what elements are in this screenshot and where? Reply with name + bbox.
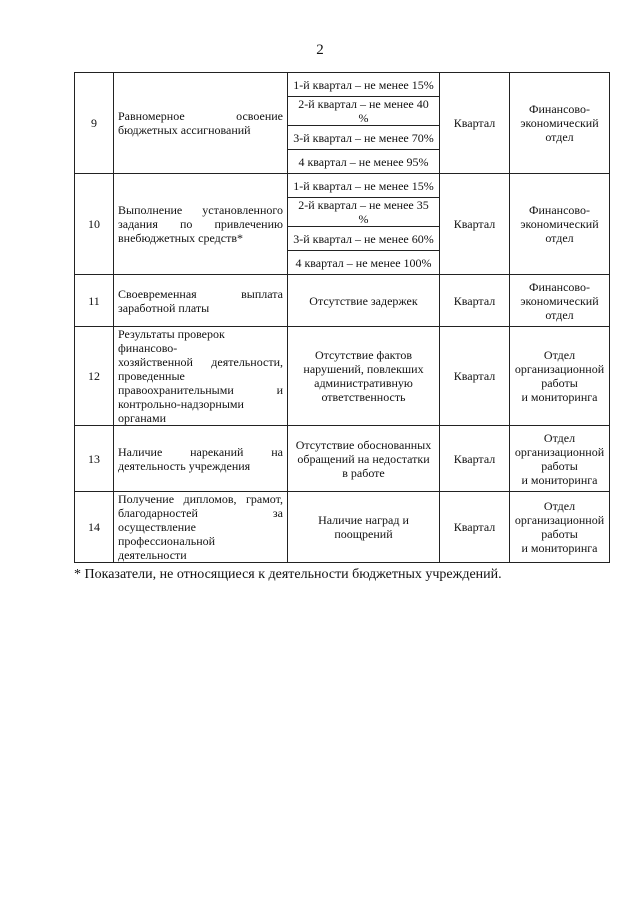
criterion-cell: 4 квартал – не менее 95% bbox=[288, 150, 440, 174]
indicator-name bbox=[114, 73, 288, 174]
responsible-department bbox=[510, 327, 610, 426]
department-line: и мониторинга bbox=[521, 390, 598, 404]
department-line: отдел bbox=[545, 307, 574, 322]
criterion-line: поощрений bbox=[334, 527, 393, 541]
criterion-line: Отсутствие фактов bbox=[314, 348, 413, 362]
indicators-table bbox=[74, 72, 610, 563]
table-row bbox=[75, 275, 610, 327]
period-cell: Квартал bbox=[440, 492, 510, 563]
indicator-name bbox=[114, 327, 288, 426]
responsible-department bbox=[510, 275, 610, 327]
criterion-line: административную bbox=[314, 376, 413, 390]
row-number: 14 bbox=[75, 492, 114, 563]
criterion-cell bbox=[288, 275, 440, 327]
indicator-name-line: правоохранительными и bbox=[118, 383, 283, 397]
table-row bbox=[75, 73, 610, 97]
row-number: 13 bbox=[75, 426, 114, 492]
criterion-line: обращений на недостатки bbox=[297, 451, 430, 466]
criterion-cell bbox=[288, 492, 440, 563]
department-line: Отдел bbox=[543, 430, 576, 445]
department-line: Отдел bbox=[543, 499, 576, 513]
department-line: экономический bbox=[520, 293, 599, 308]
indicator-name-line: Результаты проверок финансово- bbox=[118, 327, 225, 355]
department-line: Финансово- bbox=[529, 102, 590, 116]
footnote: * Показатели, не относящиеся к деятельности бюджетных учреждений. bbox=[74, 567, 502, 582]
department-line: работы bbox=[541, 527, 578, 541]
criterion-line: Отсутствие задержек bbox=[309, 293, 418, 308]
indicator-name-line: проведенные bbox=[118, 369, 185, 383]
indicator-name-line: благодарностей за bbox=[118, 506, 283, 520]
criterion-cell: 1-й квартал – не менее 15% bbox=[288, 174, 440, 198]
period-cell: Квартал bbox=[440, 73, 510, 174]
indicator-name-line: Своевременная выплата bbox=[118, 286, 283, 301]
criterion-cell: 1-й квартал – не менее 15% bbox=[288, 73, 440, 97]
row-number: 9 bbox=[75, 73, 114, 174]
table-row bbox=[75, 327, 610, 426]
responsible-department bbox=[510, 426, 610, 492]
indicator-name-line: органами bbox=[118, 411, 167, 425]
row-number: 11 bbox=[75, 275, 114, 327]
indicator-name-line: осуществление bbox=[118, 520, 196, 534]
table-row bbox=[75, 426, 610, 492]
department-line: отдел bbox=[545, 130, 574, 144]
department-line: Финансово- bbox=[529, 279, 590, 294]
period-cell: Квартал bbox=[440, 275, 510, 327]
criterion-line: Отсутствие обоснованных bbox=[295, 437, 432, 452]
table-row bbox=[75, 492, 610, 563]
indicator-name-line: заработной платы bbox=[118, 300, 210, 315]
department-line: Финансово- bbox=[529, 203, 590, 217]
table-row bbox=[75, 174, 610, 198]
page-number: 2 bbox=[316, 42, 324, 58]
criterion-cell: 2-й квартал – не менее 40 % bbox=[288, 97, 440, 126]
indicator-name bbox=[114, 174, 288, 275]
responsible-department bbox=[510, 73, 610, 174]
department-line: организационной bbox=[514, 362, 605, 376]
criterion-cell: 4 квартал – не менее 100% bbox=[288, 251, 440, 275]
department-line: работы bbox=[541, 458, 578, 473]
indicator-name-line: Выполнение установленного bbox=[118, 203, 283, 217]
indicator-name-line: Наличие нареканий на bbox=[118, 444, 283, 459]
criterion-line: в работе bbox=[342, 465, 385, 480]
period-cell: Квартал bbox=[440, 327, 510, 426]
criterion-cell bbox=[288, 426, 440, 492]
indicator-name-line: Равномерное освоение bbox=[118, 109, 283, 123]
criterion-cell: 3-й квартал – не менее 60% bbox=[288, 227, 440, 251]
indicator-name bbox=[114, 492, 288, 563]
department-line: Отдел bbox=[543, 348, 576, 362]
department-line: и мониторинга bbox=[521, 541, 598, 555]
department-line: организационной bbox=[514, 444, 605, 459]
indicator-name-line: внебюджетных средств* bbox=[118, 231, 244, 245]
responsible-department bbox=[510, 492, 610, 563]
department-line: экономический bbox=[520, 217, 599, 231]
criterion-cell: 2-й квартал – не менее 35 % bbox=[288, 198, 440, 227]
criterion-cell: 3-й квартал – не менее 70% bbox=[288, 126, 440, 150]
indicator-name-line: бюджетных ассигнований bbox=[118, 123, 251, 137]
department-line: организационной bbox=[514, 513, 605, 527]
period-cell: Квартал bbox=[440, 174, 510, 275]
criterion-line: нарушений, повлекших bbox=[303, 362, 424, 376]
indicator-name-line: задания по привлечению bbox=[118, 217, 283, 231]
indicator-name-line: деятельность учреждения bbox=[118, 458, 251, 473]
department-line: отдел bbox=[545, 231, 574, 245]
period-cell: Квартал bbox=[440, 426, 510, 492]
criterion-cell bbox=[288, 327, 440, 426]
indicator-name bbox=[114, 426, 288, 492]
department-line: работы bbox=[541, 376, 578, 390]
indicator-name-line: контрольно-надзорными bbox=[118, 397, 244, 411]
indicator-name-line: профессиональной деятельности bbox=[118, 534, 216, 562]
row-number: 10 bbox=[75, 174, 114, 275]
indicator-name-line: Получение дипломов, грамот, bbox=[118, 492, 283, 506]
indicator-name-line: хозяйственной деятельности, bbox=[118, 355, 283, 369]
department-line: экономический bbox=[520, 116, 599, 130]
indicator-name bbox=[114, 275, 288, 327]
row-number: 12 bbox=[75, 327, 114, 426]
department-line: и мониторинга bbox=[521, 472, 598, 487]
criterion-line: ответственность bbox=[321, 390, 406, 404]
responsible-department bbox=[510, 174, 610, 275]
criterion-line: Наличие наград и bbox=[318, 513, 409, 527]
